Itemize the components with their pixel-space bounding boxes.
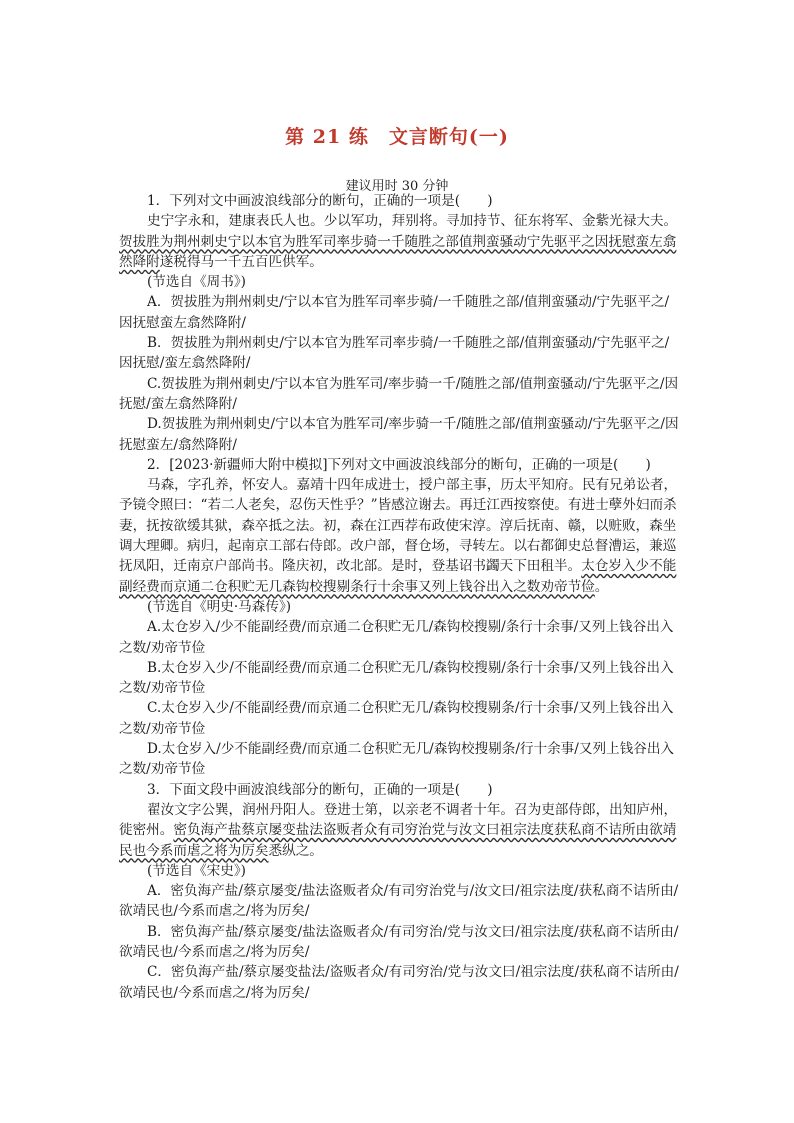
option-b: B．密负海产盐/蔡京屡变/盐法盗贩者众/有司穷治/党与汝文曰/祖宗法度/获私商不诘所由/欲靖民也/今系而虐之/将为厉矣/: [119, 923, 679, 960]
source-citation: (节选自《周书》): [147, 274, 246, 291]
passage-text: 史宁字永和，建康表氏人也。少以军功，拜别将。寻加持节、征东将军、金紫光禄大夫。: [147, 213, 678, 230]
question-stem: 3．下面文段中画波浪线部分的断句，正确的一项是( ): [147, 781, 493, 798]
option-d: D.太仓岁入/少不能副经费/而京通二仓积贮无几/森钩校搜剔条/行十余事/又列上钱谷出入之数/劝帝节俭: [119, 741, 675, 778]
wavy-underlined-text: 贺拔胜为荆州刺史宁以本官为胜军司率步骑一千随胜之部值荆蛮骚动宁先驱平之因抚慰蛮左翕然降附: [119, 233, 677, 270]
question-list: [119, 191, 679, 1003]
wavy-underlined-text: 太仓岁入少不能副经费而京通二仓积贮无几森钩校搜剔条行十余事又列上钱谷出入之数劝帝节俭: [119, 558, 677, 595]
question-stem: 2．[2023·新疆师大附中模拟]下列对文中画波浪线部分的断句，正确的一项是( ): [147, 456, 651, 473]
option-c: C.太仓岁入少/不能副经费/而京通二仓积贮无几/森钩校搜剔条/行十余事/又列上钱谷出入之数/劝帝节俭: [119, 700, 674, 737]
passage: [119, 475, 679, 597]
source-citation: (节选自《宋史》): [147, 862, 246, 879]
passage-text: 悉纵之。: [268, 842, 323, 859]
option-a: A.太仓岁入/少不能副经费/而京通二仓积贮无几/森钩校搜剔/条行十余事/又列上钱谷出入之数/劝帝节俭: [119, 619, 674, 656]
passage-text: 马森，字孔养，怀安人。嘉靖十四年成进士，授户部主事，历太平知府。民有兄弟讼者，予镜令照曰：“若二人老矣，忍伤天性乎？”皆感泣谢去。再迁江西按察使。有进士孽外妇而杀妻，抚按欲缓其狱，森卒抵之法。初，森在江西荐布政使宋淳。淳后抚南、赣，以赃败，森坐调大理卿。病归，起南京工部右侍郎。改户部，督仓场，寻转左。以右都御史总督漕运，兼巡抚凤阳，迁南京户部尚书。隆庆初，改北部。是时，登基诏书蠲天下田租半。: [119, 477, 678, 575]
time-suggestion: 建议用时 30 分钟: [345, 179, 449, 194]
question-2: [119, 455, 679, 780]
question-stem: 1．下列对文中画波浪线部分的断句，正确的一项是( ): [147, 193, 493, 209]
passage: [119, 211, 679, 272]
page-title: 第 21 练 文言断句(一): [285, 126, 509, 148]
passage-text: 。: [594, 578, 609, 595]
option-b: B.太仓岁入少/不能副经费/而京通二仓积贮无几/森钩校搜剔/条行十余事/又列上钱谷出入之数/劝帝节俭: [119, 659, 674, 697]
passage-text: 翟汝文字公巽，润州丹阳人。登进士第，以亲老不调者十年。召为吏部侍郎，出知庐州，徙密州。: [119, 801, 678, 839]
option-c: C.贺拔胜为荆州刺史/宁以本官为胜军司/率步骑一千/随胜之部/值荆蛮骚动/宁先驱平之/因抚慰/蛮左翕然降附/: [119, 375, 679, 412]
wavy-underlined-text: 密负海产盐蔡京屡变盐法盗贩者众有司穷治党与汝文曰祖宗法度获私商不诘所由欲靖民也今系而虐之将为厉矣: [119, 822, 677, 859]
option-b: B．贺拔胜为荆州刺史/宁以本官为胜军司率步骑/一千随胜之部/值荆蛮骚动/宁先驱平之/因抚慰/蛮左翕然降附/: [119, 335, 670, 372]
option-a: A．密负海产盐/蔡京屡变/盐法盗贩者众/有司穷治党与/汝文曰/祖宗法度/获私商不诘所由/欲靖民也/今系而虐之/将为厉矣/: [119, 883, 679, 920]
passage-text: 遂税得马一千五百匹供军。: [159, 253, 323, 270]
option-a: A．贺拔胜为荆州刺史/宁以本官为胜军司率步骑/一千随胜之部/值荆蛮骚动/宁先驱平之/因抚慰蛮左翕然降附/: [119, 294, 670, 331]
question-1: [119, 191, 679, 455]
passage: [119, 800, 679, 861]
option-c: C．密负海产盐/蔡京屡变盐法/盗贩者众/有司穷治/党与汝文曰/祖宗法度/获私商不诘所由/欲靖民也/今系而虐之/将为厉矣/: [119, 964, 679, 1001]
option-d: D.贺拔胜为荆州刺史/宁以本官为胜军司/率步骑一千/随胜之部/值荆蛮骚动/宁先驱平之/因抚慰蛮左/翕然降附/: [119, 416, 679, 453]
question-3: [119, 780, 679, 1003]
source-citation: (节选自《明史·马森传》): [147, 598, 292, 615]
